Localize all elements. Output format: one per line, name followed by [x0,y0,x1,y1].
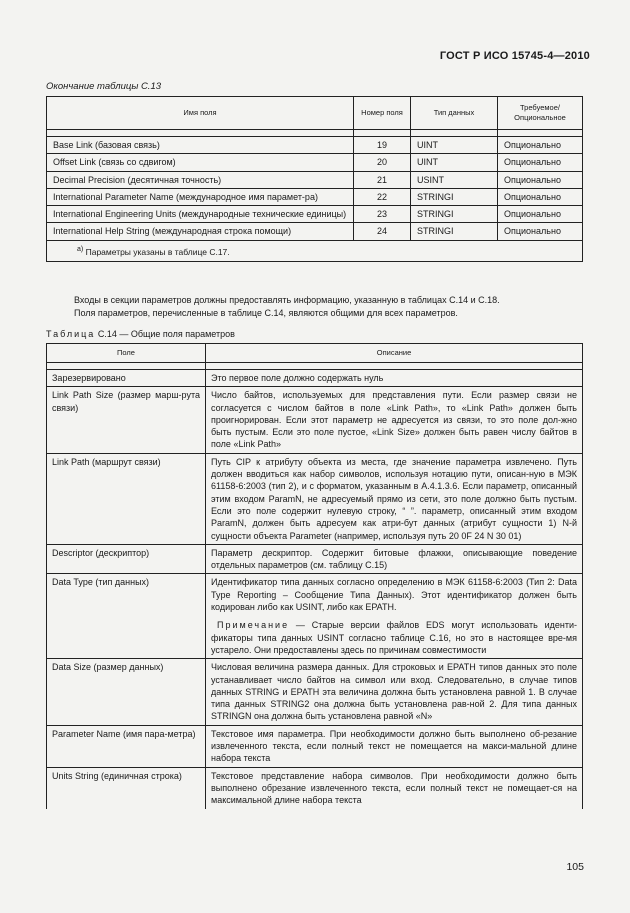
cell-field: Descriptor (дескриптор) [47,544,206,574]
cell-field: Link Path (маршрут связи) [47,453,206,544]
cell-required: Опционально [498,188,583,205]
table-row [47,453,583,544]
table-row [47,659,583,725]
footnote-mark: а) [77,245,84,253]
table2-caption [46,329,235,339]
table-c14 [46,343,583,809]
table-row [47,188,583,205]
col-header-field-name: Имя поля [47,97,354,130]
col-header-data-type: Тип данных [411,97,498,130]
cell-field: Зарезервировано [47,370,206,387]
cell-field: Data Size (размер данных) [47,659,206,725]
cell-description: Это первое поле должно содержать нуль [206,370,583,387]
table1-footnote-row [47,240,583,261]
cell-field: Link Path Size (размер марш-рута связи) [47,387,206,453]
table-row [47,767,583,808]
col-header-field-number: Номер поля [354,97,411,130]
table-row [47,154,583,171]
note-prefix: Примечание [217,620,290,631]
cell-type: UINT [411,137,498,154]
cell-type: STRINGI [411,188,498,205]
cell-name: Decimal Precision (десятичная точность) [47,171,354,188]
document-id: ГОСТ Р ИСО 15745-4—2010 [439,50,590,62]
cell-number: 23 [354,206,411,223]
cell-required: Опционально [498,223,583,240]
col-header-description: Описание [206,344,583,363]
table2-caption-prefix: Таблица [46,329,96,339]
cell-description: Число байтов, используемых для представления пути. Если размер связи не согласуется с числом байтов в поле «Link Path», то «Link Path» должен быть проигнорирован. Если этот параметр не адресуется из связи, то это поле дол-жно быть пустым. Если это поле пустое, «Link Size» должен быть равен числу байтов в поле «Link Path» [206,387,583,453]
cell-name: International Engineering Units (международные технические единицы) [47,206,354,223]
cell-required: Опционально [498,154,583,171]
cell-number: 22 [354,188,411,205]
table1-header-row [47,97,583,130]
col-header-field: Поле [47,344,206,363]
cell-field: Units String (единичная строка) [47,767,206,808]
table1-footnote [47,240,583,261]
table-row [47,574,583,659]
cell-description: Путь CIP к атрибуту объекта из места, где значение параметра извлечено. Путь должен вводиться как набор символов, используя нотацию пути, описан-ную в МЭК 61158-6:2003 (тип 2), и с форматом, указанным в А.4.1.3.6. Если параметр, описанный этим входом ParamN, не адресуемый прямо из сети, это поле должно быть пустым. Если это поле содержит нулевую строку, “ ”. параметр, описанный этим входом ParamN, должен быть адресуем как атри-бут данных (атрибут сущности 1) N-й сущности объекта Parameter (например, используя путь 20 0F 24 N 30 01) [206,453,583,544]
table-row [47,725,583,767]
cell-field: Parameter Name (имя пара-метра) [47,725,206,767]
cell-number: 21 [354,171,411,188]
page-number: 105 [566,861,584,873]
cell-type: STRINGI [411,206,498,223]
table-row [47,137,583,154]
paragraph-line-2: Поля параметров, перечисленные в таблице С.14, являются общими для всех параметров. [74,308,458,318]
cell-description: Параметр дескриптор. Содержит битовые флажки, описывающие поведение отдельных параметров (см. таблицу С.15) [206,544,583,574]
table-row [47,206,583,223]
cell-required: Опционально [498,171,583,188]
data-type-description: Идентификатор типа данных согласно определению в МЭК 61158-6:2003 (Тип 2: Data Type Reporting – Сообщение Типа Данных). Этот идентификатор должен быть кодирован либо как USINT, либо как EPATH. [211,577,577,613]
cell-required: Опционально [498,206,583,223]
col-header-required: Требуемое/ Опциональное [498,97,583,130]
cell-number: 24 [354,223,411,240]
cell-name: International Help String (международная строка помощи) [47,223,354,240]
table1-caption: Окончание таблицы С.13 [46,81,162,92]
cell-description: Текстовое имя параметра. При необходимости должно быть выполнено об-резание извлеченного текста, если полный текст не помещается на макси-мальной длине набора текста [206,725,583,767]
paragraph-line-1: Входы в секции параметров должны предоставлять информацию, указанную в таблицах С.14 и С.18. [74,295,500,305]
table2-header-row [47,344,583,363]
cell-name: Base Link (базовая связь) [47,137,354,154]
cell-field: Data Type (тип данных) [47,574,206,659]
cell-required: Опционально [498,137,583,154]
cell-description [206,574,583,659]
table-row [47,544,583,574]
data-type-note [211,619,577,656]
table-row [47,223,583,240]
table-row [47,171,583,188]
note-text: — Старые версии файлов EDS могут использовать иденти-фикаторы типа данных USINT согласно таблице С.16, но это в настоящее вре-мя устарело. Они предоставлены здесь по причинам совместимости [211,620,577,655]
footnote-text: Параметры указаны в таблице С.17. [85,246,230,257]
cell-type: USINT [411,171,498,188]
cell-name: Offset Link (связь со сдвигом) [47,154,354,171]
cell-name: International Parameter Name (международное имя парамет-ра) [47,188,354,205]
cell-number: 20 [354,154,411,171]
table-row [47,387,583,453]
cell-description: Текстовое представление набора символов. При необходимости должно быть выполнено обрезание извлеченного текста, если полный текст не помещает-ся на максимальной длине набора текста [206,767,583,808]
cell-number: 19 [354,137,411,154]
cell-description: Числовая величина размера данных. Для строковых и EPATH типов данных это поле устанавливает число байтов на символ или вход. Следовательно, в случае типов данных STRING и EPATH эта величина должна быть установлена равной 1. В случае типа данных STRING2 она должна быть установлена рав-ной 2. Для типа данных STRINGN она должна быть установлена равной «N» [206,659,583,725]
table-c13-end [46,96,583,262]
cell-type: UINT [411,154,498,171]
table-row [47,370,583,387]
table2-caption-title: С.14 — Общие поля параметров [97,329,235,339]
cell-type: STRINGI [411,223,498,240]
